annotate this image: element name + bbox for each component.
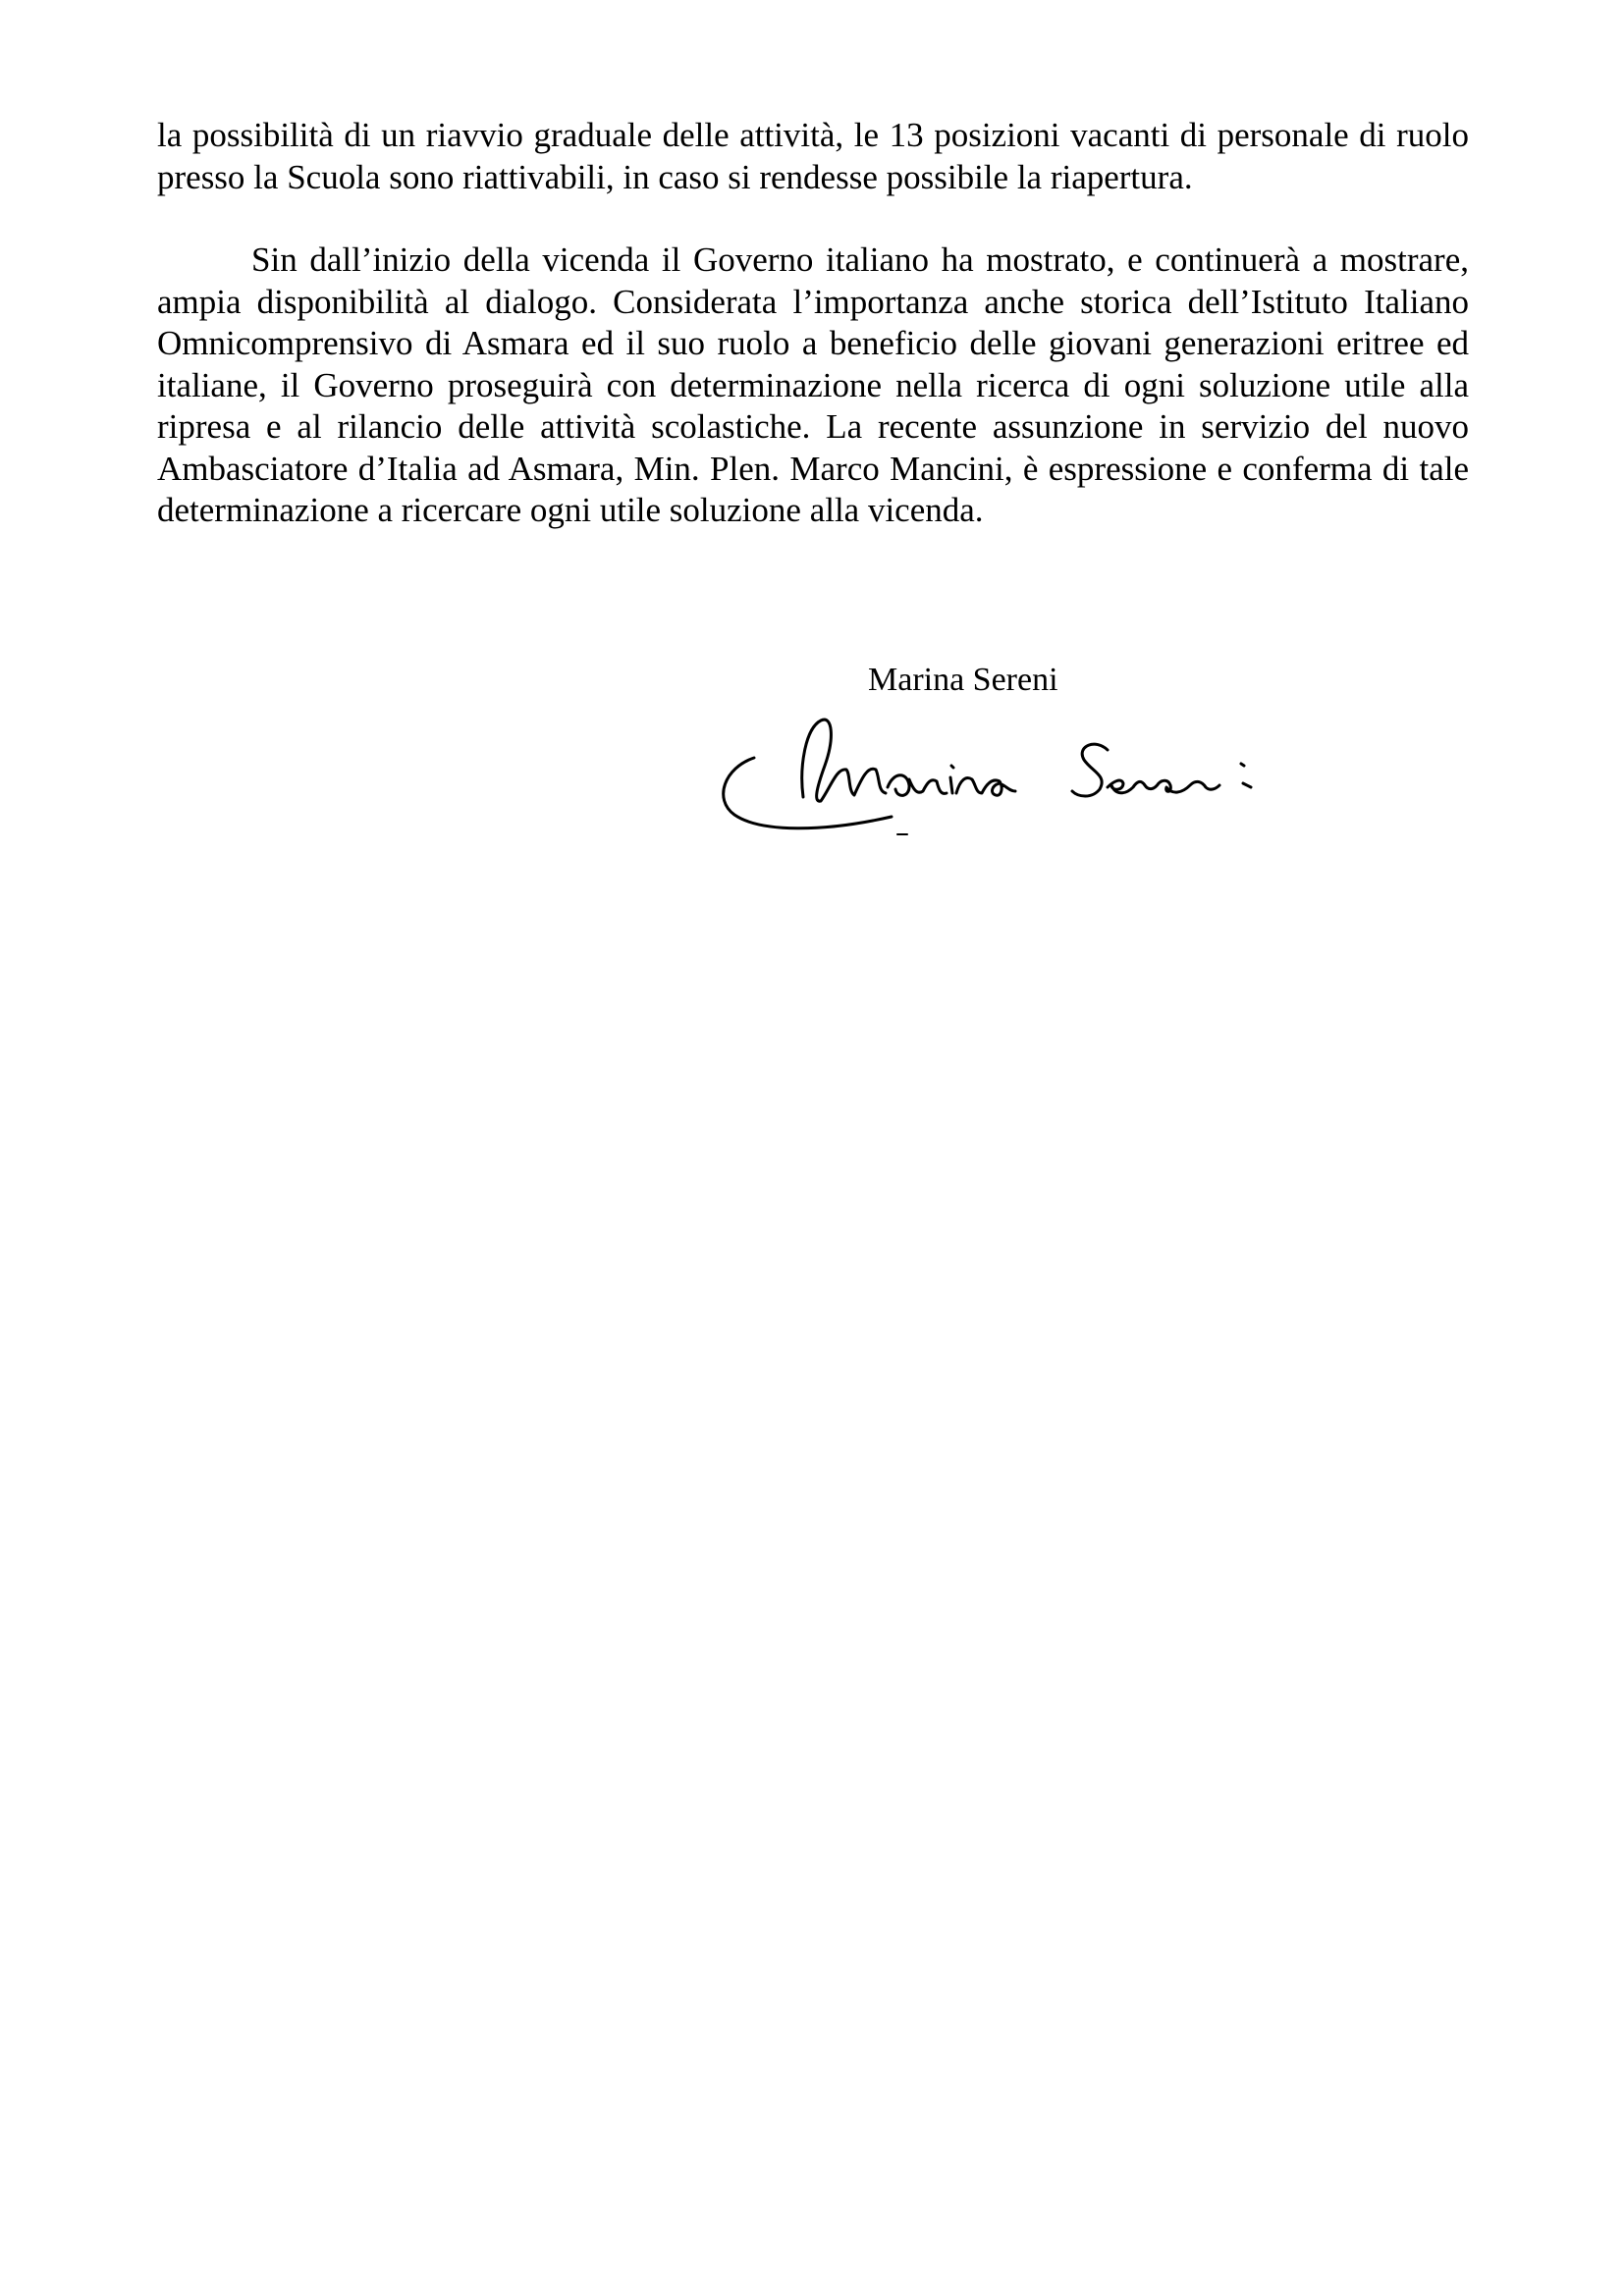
body-text [157,115,1469,532]
handwritten-signature [715,709,1304,846]
paragraph-main: Sin dall’inizio della vicenda il Governo italiano ha mostrato, e continuerà a mostrare, ampia disponibilità al dialogo. Considerata l’importanza anche storica dell’Istituto Italiano Omnicomprensivo di Asmara ed il suo ruolo a beneficio delle giovani generazioni eritree ed italiane, il Governo proseguirà con determinazione nella ricerca di ogni soluzione utile alla ripresa e al rilancio delle attività scolastiche. La recente assunzione in servizio del nuovo Ambasciatore d’Italia ad Asmara, Min. Plen. Marco Mancini, è espressione e conferma di tale determinazione a ricercare ogni utile soluzione alla vicenda. [157,240,1469,529]
paragraph-continuation: la possibilità di un riavvio graduale delle attività, le 13 posizioni vacanti di personale di ruolo presso la Scuola sono riattivabili, in caso si rendesse possibile la riapertura. [157,116,1469,196]
signer-name: Marina Sereni [868,662,1058,698]
